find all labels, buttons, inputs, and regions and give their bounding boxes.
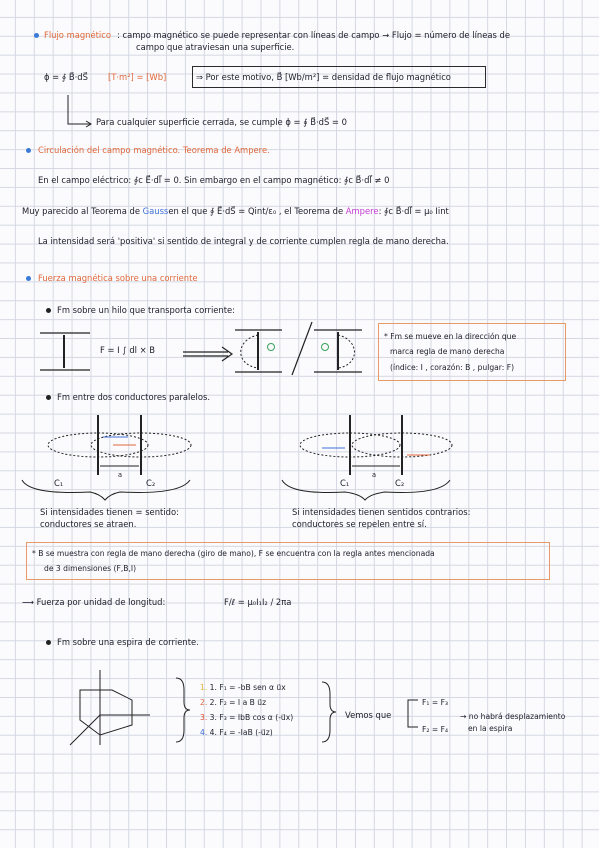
c2-label: C₂: [146, 478, 156, 488]
closed-surface-rule: Para cualquier superficie cerrada, se cumple ϕ = ∮ B⃗·dS⃗ = 0: [96, 117, 347, 127]
force-3: 3. 3. F₃ = IbB cos α (-u⃗x): [200, 713, 294, 722]
flujo-units: [T·m²] = [Wb]: [108, 72, 167, 82]
flujo-definition-cont: campo que atraviesan una superficie.: [136, 42, 295, 52]
regla-line3: (índice: I , corazón: B , pulgar: F): [390, 363, 515, 372]
force-4: 4. 4. F₄ = -IaB (-u⃗z): [200, 728, 273, 737]
force-2: 2. 2. F₂ = I a B u⃗z: [200, 698, 267, 707]
fuerza-longitud: ⟶ Fuerza por unidad de longitud:: [22, 597, 166, 607]
regla-line2: marca regla de mano derecha: [390, 347, 505, 356]
section-title-fuerza: Fuerza magnética sobre una corriente: [38, 273, 198, 283]
paralelos-subtitle: Fm entre dos conductores paralelos.: [57, 392, 211, 402]
a-label-left: a: [118, 471, 123, 479]
espira-diagram: [70, 670, 150, 745]
atraen-caption-1: Si intensidades tienen = sentido:: [40, 507, 179, 517]
vemos-label: Vemos que: [345, 710, 392, 720]
b-note-2: de 3 dimensiones (F,B,I): [44, 564, 137, 573]
regla-line1: * Fm se mueve en la dirección que: [384, 332, 517, 341]
fuerza-longitud-formula: F/ℓ = μ₀I₁I₂ / 2πa: [224, 597, 292, 607]
hilo-formula: F = I ∫ dl × B: [100, 345, 156, 355]
force-1: 1. 1. F₁ = -bB sen α u⃗x: [200, 683, 286, 692]
repelen-caption-1: Si intensidades tienen sentidos contrarios:: [292, 507, 471, 517]
b-note-1: * B se muestra con regla de mano derecha (giro de mano), F se encuentra con la regla antes mencionada: [32, 549, 435, 558]
hilo-subtitle: Fm sobre un hilo que transporta corriente:: [57, 305, 235, 315]
flujo-definition: : campo magnético se puede representar con líneas de campo → Flujo = número de líneas de: [117, 30, 510, 40]
conclusion-2: en la espira: [468, 724, 513, 733]
ampere-line3: La intensidad será 'positiva' si sentido de integral y de corriente cumplen regla de mano derecha.: [38, 236, 449, 246]
c1-label: C₁: [54, 478, 64, 488]
section-title-ampere: Circulación del campo magnético. Teorema de Ampere.: [38, 145, 270, 155]
conclusion-1: → no habrá desplazamiento: [460, 712, 566, 721]
ampere-line2a: Muy parecido al Teorema de Gaussen el que ∮ E⃗·dS⃗ = Qint/ε₀ , el Teorema de Ampere: ∮c B⃗·dl⃗ = μ₀ Iint: [22, 206, 449, 216]
section-title-flujo: Flujo magnético: [44, 30, 111, 40]
ampere-line1: En el campo eléctrico: ∮c E⃗·dl⃗ = 0. Sin embargo en el campo magnético: ∮c B⃗·dl⃗ ≠ 0: [38, 175, 390, 185]
eq-2: F₂ = F₄: [422, 725, 449, 734]
espira-subtitle: Fm sobre una espira de corriente.: [57, 637, 199, 647]
flujo-formula: ϕ = ∮ B⃗·dS⃗: [44, 72, 88, 82]
hilo-diagram: [40, 322, 362, 375]
repelen-caption-2: conductores se repelen entre sí.: [292, 519, 427, 529]
flujo-density: ⇒ Por este motivo, B⃗ [Wb/m²] = densidad de flujo magnético: [196, 72, 451, 82]
parallel-diagram-left: [22, 415, 191, 500]
atraen-caption-2: conductores se atraen.: [40, 519, 137, 529]
a-label-right: a: [372, 471, 377, 479]
eq-1: F₁ = F₃: [422, 698, 449, 707]
c2-label-right: C₂: [395, 478, 405, 488]
arrow-closed: [68, 95, 90, 124]
parallel-diagram-right: [282, 415, 452, 500]
c1-label-right: C₁: [340, 478, 350, 488]
